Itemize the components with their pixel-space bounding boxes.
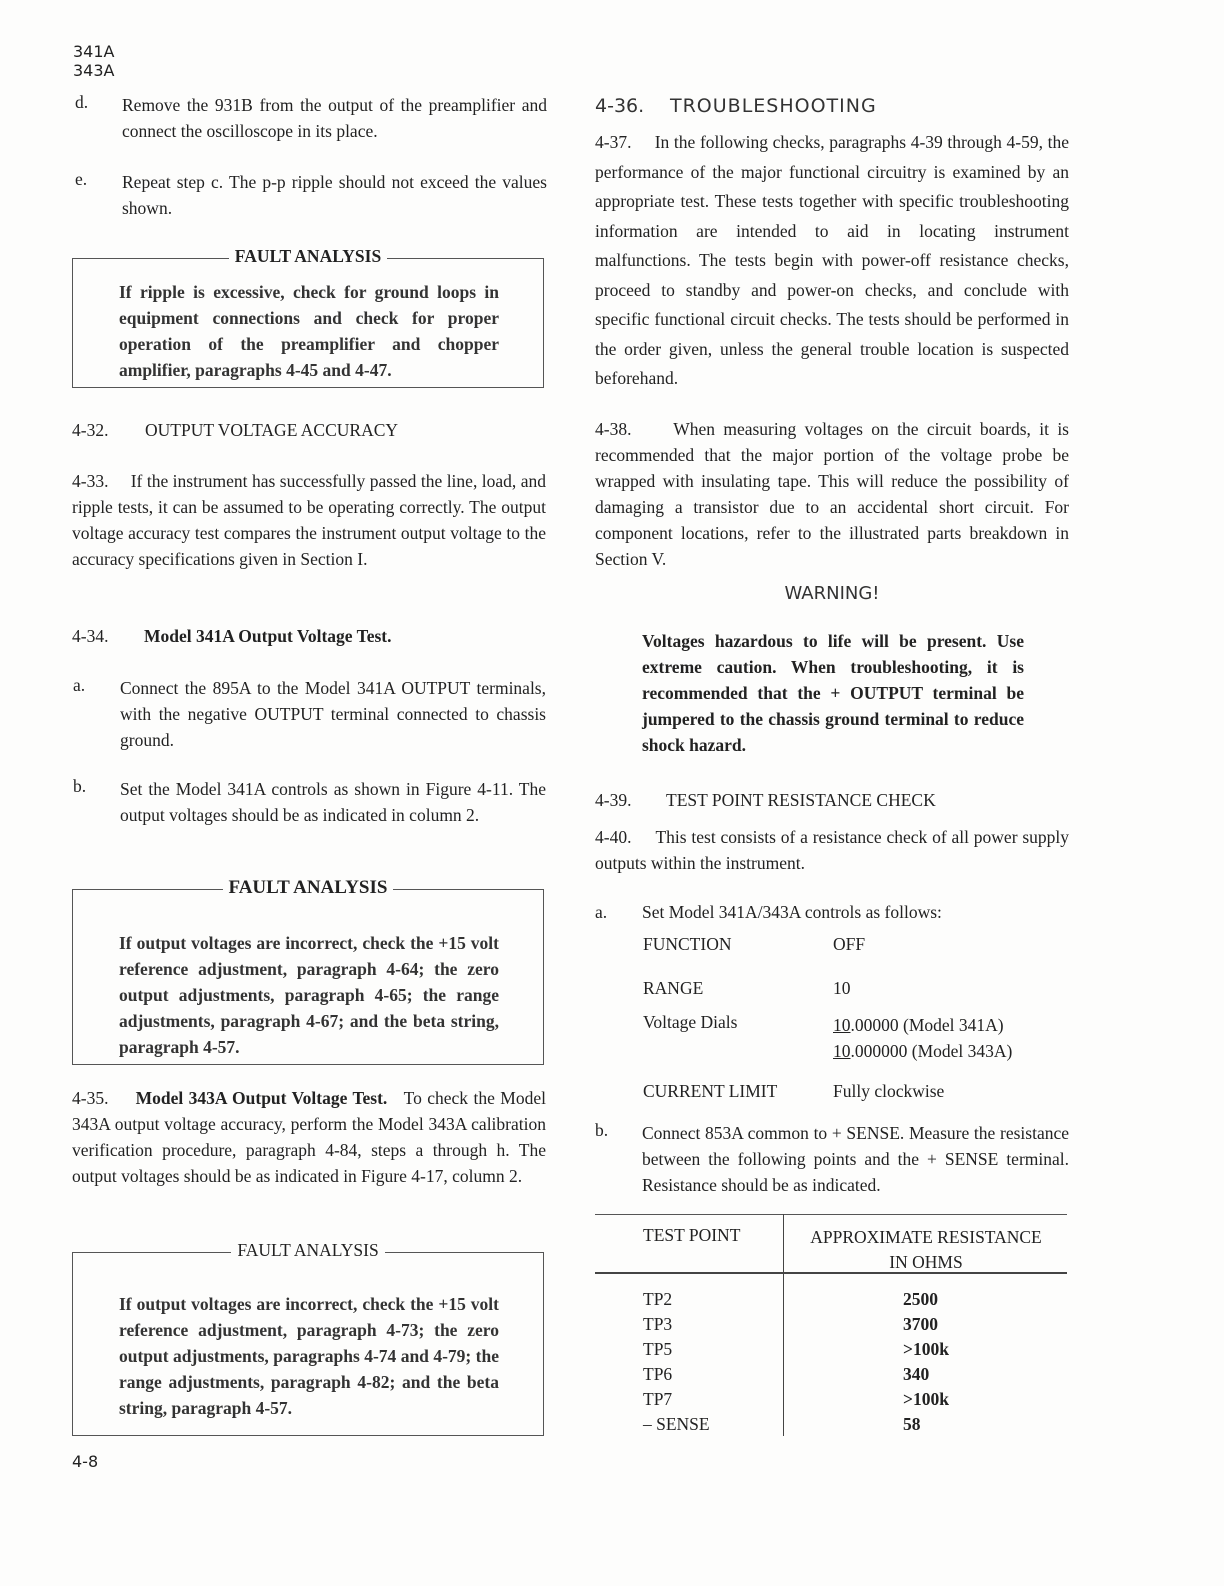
fault-analysis-text: If ripple is excessive, check for ground loops in equipment connections and check for proper operation of the preamplifier and chopper amplifier, paragraphs 4-45 and 4-47. bbox=[119, 282, 499, 380]
section-number: 4-36. bbox=[595, 95, 645, 117]
column-header-resistance bbox=[785, 1225, 1067, 1275]
table-row bbox=[595, 1389, 1067, 1414]
setting-range bbox=[643, 978, 851, 999]
step-text: Set Model 341A/343A controls as follows: bbox=[642, 902, 942, 922]
fault-analysis-box-2 bbox=[72, 877, 544, 1065]
column-header-line: IN OHMS bbox=[889, 1252, 963, 1272]
resistance-value: >100k bbox=[903, 1339, 949, 1359]
step-text: Remove the 931B from the output of the preamplifier and connect the oscilloscope in its place. bbox=[122, 95, 547, 141]
resistance-value: 2500 bbox=[903, 1289, 938, 1309]
step-label: d. bbox=[75, 92, 89, 112]
model-343a: 343A bbox=[73, 61, 115, 80]
step-label: b. bbox=[595, 1120, 609, 1140]
section-4-32-heading bbox=[72, 420, 399, 441]
section-title: TEST POINT RESISTANCE CHECK bbox=[666, 790, 936, 810]
section-4-39-heading bbox=[595, 790, 936, 811]
section-number: 4-34. bbox=[72, 626, 109, 646]
setting-name: CURRENT LIMIT bbox=[643, 1081, 778, 1101]
step-text: Set the Model 341A controls as shown in Figure 4-11. The output voltages should be as indicated in column 2. bbox=[120, 779, 546, 825]
model-header bbox=[73, 42, 114, 80]
warning-text: Voltages hazardous to life will be present. Use extreme caution. When troubleshooting, it is recommended that the + OUTPUT terminal be jumpered to the chassis ground terminal to reduce shock hazard. bbox=[642, 631, 1024, 755]
step-label: b. bbox=[73, 776, 87, 796]
paragraph-text: To check the Model 343A output voltage accuracy, perform the Model 343A calibration verification procedure, paragraph 4-84, steps a through h. The output voltages should be as indicated in Figure 4-17, column 2. bbox=[72, 1088, 546, 1186]
setting-name: FUNCTION bbox=[643, 934, 732, 954]
section-title: OUTPUT VOLTAGE ACCURACY bbox=[145, 420, 399, 440]
paragraph-number: 4-33. bbox=[72, 471, 109, 491]
test-point: TP2 bbox=[643, 1289, 673, 1309]
setting-value: 10 bbox=[833, 978, 851, 998]
table-row bbox=[595, 1314, 1067, 1339]
paragraph-4-40 bbox=[595, 824, 1069, 876]
step-a bbox=[73, 675, 546, 753]
fault-analysis-title: FAULT ANALYSIS bbox=[223, 877, 394, 898]
setting-value: .000000 (Model 343A) bbox=[850, 1041, 1013, 1061]
resistance-value: 3700 bbox=[903, 1314, 938, 1334]
section-number: 4-32. bbox=[72, 420, 109, 440]
step-text: Connect the 895A to the Model 341A OUTPUT terminals, with the negative OUTPUT terminal connected to chassis ground. bbox=[120, 678, 546, 750]
setting-voltage-dials bbox=[643, 1012, 1063, 1061]
fault-analysis-text: If output voltages are incorrect, check the +15 volt reference adjustment, paragraph 4-64; the zero output adjustments, paragraph 4-65; the range adjustments, paragraph 4-67; and the beta string, paragraph 4-57. bbox=[119, 933, 499, 1057]
table-top-rule bbox=[595, 1214, 1067, 1215]
step-d bbox=[75, 92, 547, 144]
paragraph-number: 4-35. bbox=[72, 1088, 109, 1108]
setting-current-limit bbox=[643, 1081, 1063, 1102]
step-text: Repeat step c. The p-p ripple should not exceed the values shown. bbox=[122, 172, 547, 218]
resistance-value: >100k bbox=[903, 1389, 949, 1409]
resistance-value: 58 bbox=[903, 1414, 921, 1434]
fault-analysis-title: FAULT ANALYSIS bbox=[231, 1240, 384, 1260]
step-a-right bbox=[595, 902, 1069, 923]
section-number: 4-39. bbox=[595, 790, 632, 810]
setting-name: Voltage Dials bbox=[643, 1012, 738, 1032]
setting-value-digits: 10 bbox=[833, 1015, 851, 1035]
setting-value: OFF bbox=[833, 934, 866, 954]
step-e bbox=[75, 169, 547, 221]
paragraph-title: Model 343A Output Voltage Test. bbox=[135, 1088, 388, 1108]
paragraph-4-38 bbox=[595, 416, 1069, 572]
column-header-line: APPROXIMATE RESISTANCE bbox=[810, 1227, 1042, 1247]
paragraph-4-33 bbox=[72, 468, 546, 572]
section-4-34-heading bbox=[72, 626, 392, 647]
paragraph-number: 4-38. bbox=[595, 419, 632, 439]
paragraph-text: When measuring voltages on the circuit boards, it is recommended that the major portion of the voltage probe be wrapped with insulating tape. This will reduce the possibility of damaging a transistor due to an accidental short circuit. For component locations, refer to the illustrated parts breakdown in Section V. bbox=[595, 419, 1069, 569]
table-row bbox=[595, 1364, 1067, 1389]
paragraph-text: This test consists of a resistance check of all power supply outputs within the instrument. bbox=[595, 827, 1069, 873]
setting-value: .00000 (Model 341A) bbox=[850, 1015, 1004, 1035]
setting-name: RANGE bbox=[643, 978, 704, 998]
step-label: e. bbox=[75, 169, 88, 189]
setting-function bbox=[643, 934, 866, 955]
test-point: TP7 bbox=[643, 1389, 673, 1409]
fault-analysis-title: FAULT ANALYSIS bbox=[229, 246, 387, 266]
setting-value: Fully clockwise bbox=[833, 1081, 945, 1101]
paragraph-number: 4-37. bbox=[595, 132, 632, 152]
paragraph-number: 4-40. bbox=[595, 827, 632, 847]
table-row bbox=[595, 1289, 1067, 1314]
section-4-36-heading bbox=[595, 95, 877, 117]
step-text: Connect 853A common to + SENSE. Measure the resistance between the following points and the + SENSE terminal. Resistance should be as indicated. bbox=[642, 1123, 1069, 1195]
column-header-test-point: TEST POINT bbox=[643, 1225, 741, 1245]
fault-analysis-box-1 bbox=[72, 246, 544, 388]
test-point: TP6 bbox=[643, 1364, 673, 1384]
resistance-table bbox=[595, 1214, 1067, 1439]
test-point: – SENSE bbox=[643, 1414, 710, 1434]
test-point: TP3 bbox=[643, 1314, 673, 1334]
resistance-value: 340 bbox=[903, 1364, 930, 1384]
step-label: a. bbox=[73, 675, 86, 695]
step-b bbox=[73, 776, 546, 828]
section-title: TROUBLESHOOTING bbox=[670, 95, 877, 117]
paragraph-text: If the instrument has successfully passed the line, load, and ripple tests, it can be assumed to be operating correctly. The output voltage accuracy test compares the instrument output voltage to the accuracy specifications given in Section I. bbox=[72, 471, 546, 569]
section-title: Model 341A Output Voltage Test. bbox=[144, 626, 392, 646]
page-number: 4-8 bbox=[72, 1452, 99, 1471]
step-label: a. bbox=[595, 902, 608, 922]
model-341a: 341A bbox=[73, 42, 115, 61]
paragraph-4-37 bbox=[595, 128, 1069, 394]
fault-analysis-text: If output voltages are incorrect, check the +15 volt reference adjustment, paragraph 4-73; the zero output adjustments, paragraphs 4-74 and 4-79; the range adjustments, paragraph 4-82; and the beta string, paragraph 4-57. bbox=[119, 1294, 499, 1418]
paragraph-text: In the following checks, paragraphs 4-39 through 4-59, the performance of the major functional circuitry is examined by an appropriate test. These tests together with specific troubleshooting information are intended to aid in locating instrument malfunctions. The tests begin with power-off resistance checks, proceed to standby and power-on checks, and conclude with specific functional circuit checks. The tests should be performed in the order given, unless the general trouble location is suspected beforehand. bbox=[595, 132, 1069, 388]
table-row bbox=[595, 1414, 1067, 1439]
paragraph-4-35 bbox=[72, 1085, 546, 1189]
table-row bbox=[595, 1339, 1067, 1364]
test-point: TP5 bbox=[643, 1339, 673, 1359]
fault-analysis-box-3 bbox=[72, 1240, 544, 1436]
setting-value-digits: 10 bbox=[833, 1041, 851, 1061]
step-b-right bbox=[595, 1120, 1069, 1198]
warning-title: WARNING! bbox=[784, 583, 880, 604]
